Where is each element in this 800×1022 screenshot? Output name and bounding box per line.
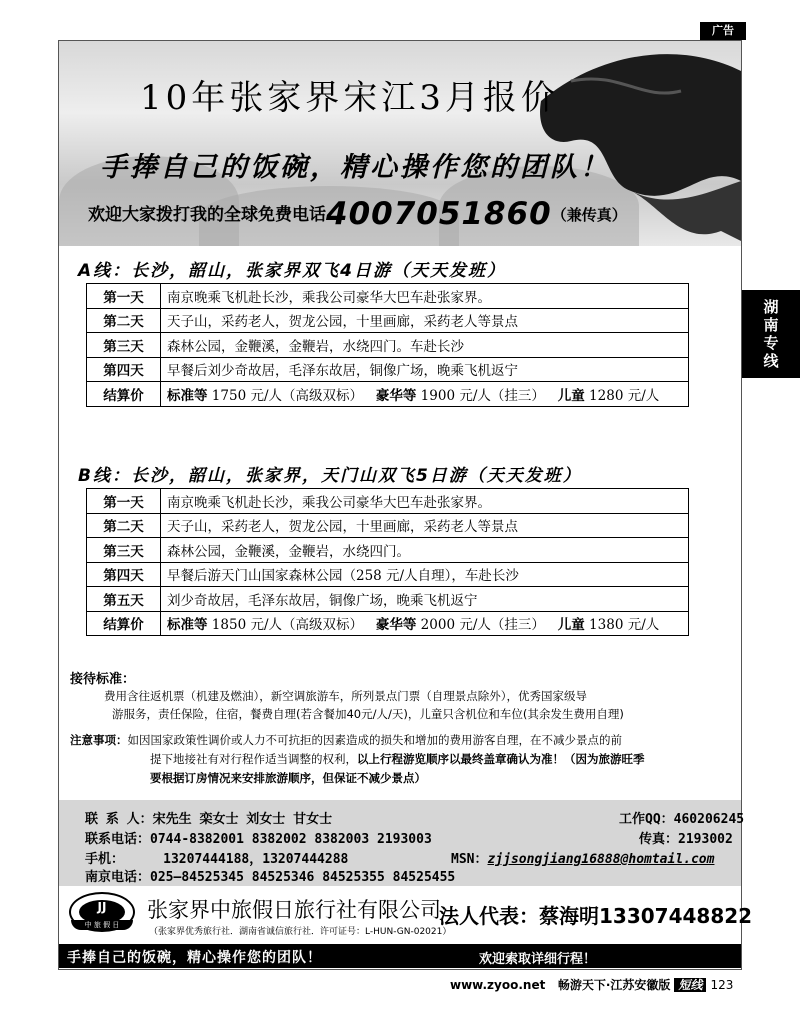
day-desc: 早餐后刘少奇故居，毛泽东故居，铜像广场，晚乘飞机返宁 [161, 357, 689, 382]
route-b-table [86, 488, 689, 636]
day-desc: 天子山，采药老人，贺龙公园，十里画廊，采药老人等景点 [161, 513, 689, 538]
msn-label: MSN： [451, 852, 488, 867]
nanjing-row [85, 866, 455, 885]
lux-value: 2000 元/人（挂三） [420, 617, 545, 634]
notice [70, 731, 734, 788]
person-label: 联 系 人： [85, 812, 153, 827]
table-row [87, 513, 689, 538]
qq-number[interactable]: 460206245 [673, 812, 745, 827]
footer-badge: 短线 [674, 978, 706, 992]
day-desc: 刘少奇故居，毛泽东故居，铜像广场，晚乘飞机返宁 [161, 587, 689, 612]
route-a-title: A线：长沙，韶山，张家界双飞4日游（天天发班） [78, 261, 506, 281]
qq-row [619, 808, 744, 827]
table-row [87, 562, 689, 587]
footer-magazine: 畅游天下·江苏安徽版 [557, 978, 671, 992]
notice-line: 如因国家政策性调价或人力不可抗拒的因素造成的损失和增加的费用游客自理，在不减少景点的前 [127, 733, 622, 747]
day-label: 第四天 [87, 357, 161, 382]
day-label: 第一天 [87, 284, 161, 309]
company-name: 张家界中旅假日旅行社有限公司 [147, 898, 441, 922]
reception-line: 费用含往返机票（机建及燃油），新空调旅游车，所列景点门票（自理景点除外），优秀国家级导 [104, 689, 587, 703]
table-row [87, 538, 689, 563]
footer-site[interactable]: www.zyoo.net [450, 978, 546, 992]
company-license: （张家界优秀旅行社．湖南省诚信旅行社．许可证号：L-HUN-GN-02021） [149, 927, 452, 937]
lux-label: 豪华等 [375, 617, 417, 634]
nanjing-phones[interactable]: 025—84525345 84525346 84525355 84525455 [150, 870, 456, 885]
day-desc: 天子山，采药老人，贺龙公园，十里画廊，采药老人等景点 [161, 308, 689, 333]
price-label: 结算价 [87, 382, 161, 407]
day-label: 第一天 [87, 489, 161, 514]
day-label: 第五天 [87, 587, 161, 612]
msn-address[interactable]: zjjsongjiang16888@homtail.com [487, 852, 715, 867]
price-row [87, 611, 689, 636]
fax-label: 传真： [639, 832, 679, 847]
page-footer [450, 976, 733, 993]
price-row [87, 382, 689, 407]
child-label: 儿童 [557, 387, 585, 404]
day-label: 第三天 [87, 538, 161, 563]
std-value: 1850 元/人（高级双标） [211, 617, 363, 634]
day-desc: 森林公园，金鞭溪，金鞭岩，水绕四门。 [161, 538, 689, 563]
qq-label: 工作QQ： [619, 812, 674, 827]
child-label: 儿童 [557, 617, 585, 634]
route-b-title: B线：长沙，韶山，张家界，天门山双飞5日游（天天发班） [78, 466, 582, 486]
price-label: 结算价 [87, 611, 161, 636]
slogan: 手捧自己的饭碗，精心操作您的团队！ [100, 152, 610, 183]
day-desc: 南京晚乘飞机赴长沙，乘我公司豪华大巴车赴张家界。 [161, 489, 689, 514]
fax-number[interactable]: 2193002 [678, 832, 733, 847]
phones-row [85, 828, 432, 847]
mobile-row [85, 848, 348, 867]
day-desc: 森林公园，金鞭溪，金鞭岩，水绕四门。车赴长沙 [161, 333, 689, 358]
side-tab-char: 线 [763, 352, 779, 370]
hotline-number[interactable]: 4007051860 [326, 196, 552, 232]
table-row [87, 357, 689, 382]
persons: 宋先生 栾女士 刘女士 甘女士 [152, 812, 333, 827]
day-desc: 早餐后游天门山国家森林公园（258 元/人自理），车赴长沙 [161, 562, 689, 587]
notice-label: 注意事项： [70, 733, 128, 747]
price-desc [161, 382, 689, 407]
day-label: 第四天 [87, 562, 161, 587]
std-label: 标准等 [167, 387, 208, 404]
company-row [59, 888, 753, 943]
day-label: 第三天 [87, 333, 161, 358]
day-desc: 南京晚乘飞机赴长沙，乘我公司豪华大巴车赴张家界。 [161, 284, 689, 309]
day-label: 第二天 [87, 513, 161, 538]
bottom-cta: 欢迎索取详细行程！ [479, 952, 597, 967]
std-value: 1750 元/人（高级双标） [211, 387, 363, 404]
notice-emphasis: 要根据订房情况来安排旅游顺序，但保证不减少景点） [150, 771, 426, 785]
std-label: 标准等 [167, 617, 208, 634]
nanjing-label: 南京电话： [85, 870, 151, 885]
table-row [87, 587, 689, 612]
hotline-note: （兼传真） [551, 206, 627, 224]
child-value: 1380 元/人 [589, 617, 660, 634]
msn-row [451, 848, 714, 867]
lux-label: 豪华等 [375, 387, 417, 404]
hotline-label: 欢迎大家拨打我的全球免费电话 [88, 205, 326, 225]
mobiles[interactable]: 13207444188，13207444288 [163, 852, 349, 867]
side-tab-hunan [742, 290, 800, 378]
notice-line: 提下地接社有对行程作适当调整的权利， [150, 752, 357, 766]
fax-row [639, 828, 733, 847]
notice-emphasis: 以上行程游览顺序以最终盖章确认为准！（因为旅游旺季 [357, 752, 645, 766]
reception-line: 游服务，责任保险，住宿，餐费自理(若含餐加40元/人/天)，儿童只含机位和车位(其余发生费用自理) [112, 707, 624, 721]
company-logo [69, 892, 135, 932]
mobile-label: 手机： [85, 852, 125, 867]
side-tab-char: 专 [763, 334, 779, 352]
table-row [87, 308, 689, 333]
logo-mark: JJ [79, 900, 125, 924]
reception-title: 接待标准： [70, 672, 136, 687]
route-a-table [86, 283, 689, 407]
price-desc [161, 611, 689, 636]
table-row [87, 284, 689, 309]
main-title: 10年张家界宋江3月报价 [140, 78, 559, 118]
bottom-slogan: 手捧自己的饭碗，精心操作您的团队！ [67, 950, 322, 966]
contact-box [59, 800, 745, 886]
day-label: 第二天 [87, 308, 161, 333]
phone-label: 联系电话： [85, 832, 151, 847]
phones[interactable]: 0744-8382001 8382002 8382003 2193003 [150, 832, 432, 847]
table-row [87, 489, 689, 514]
ad-tag: 广告 [700, 22, 746, 40]
bottom-bar [59, 944, 741, 968]
child-value: 1280 元/人 [589, 387, 660, 404]
side-tab-char: 南 [763, 316, 779, 334]
logo-caption: 中 旅 假 日 [71, 920, 133, 930]
page-number: 123 [710, 978, 734, 992]
hotline [88, 196, 627, 232]
reception-text [104, 687, 724, 723]
table-row [87, 333, 689, 358]
lux-value: 1900 元/人（挂三） [420, 387, 545, 404]
legal-representative: 法人代表：蔡海明13307448822 [439, 904, 753, 928]
contact-persons-row [85, 808, 332, 827]
side-tab-char: 湖 [763, 298, 779, 316]
